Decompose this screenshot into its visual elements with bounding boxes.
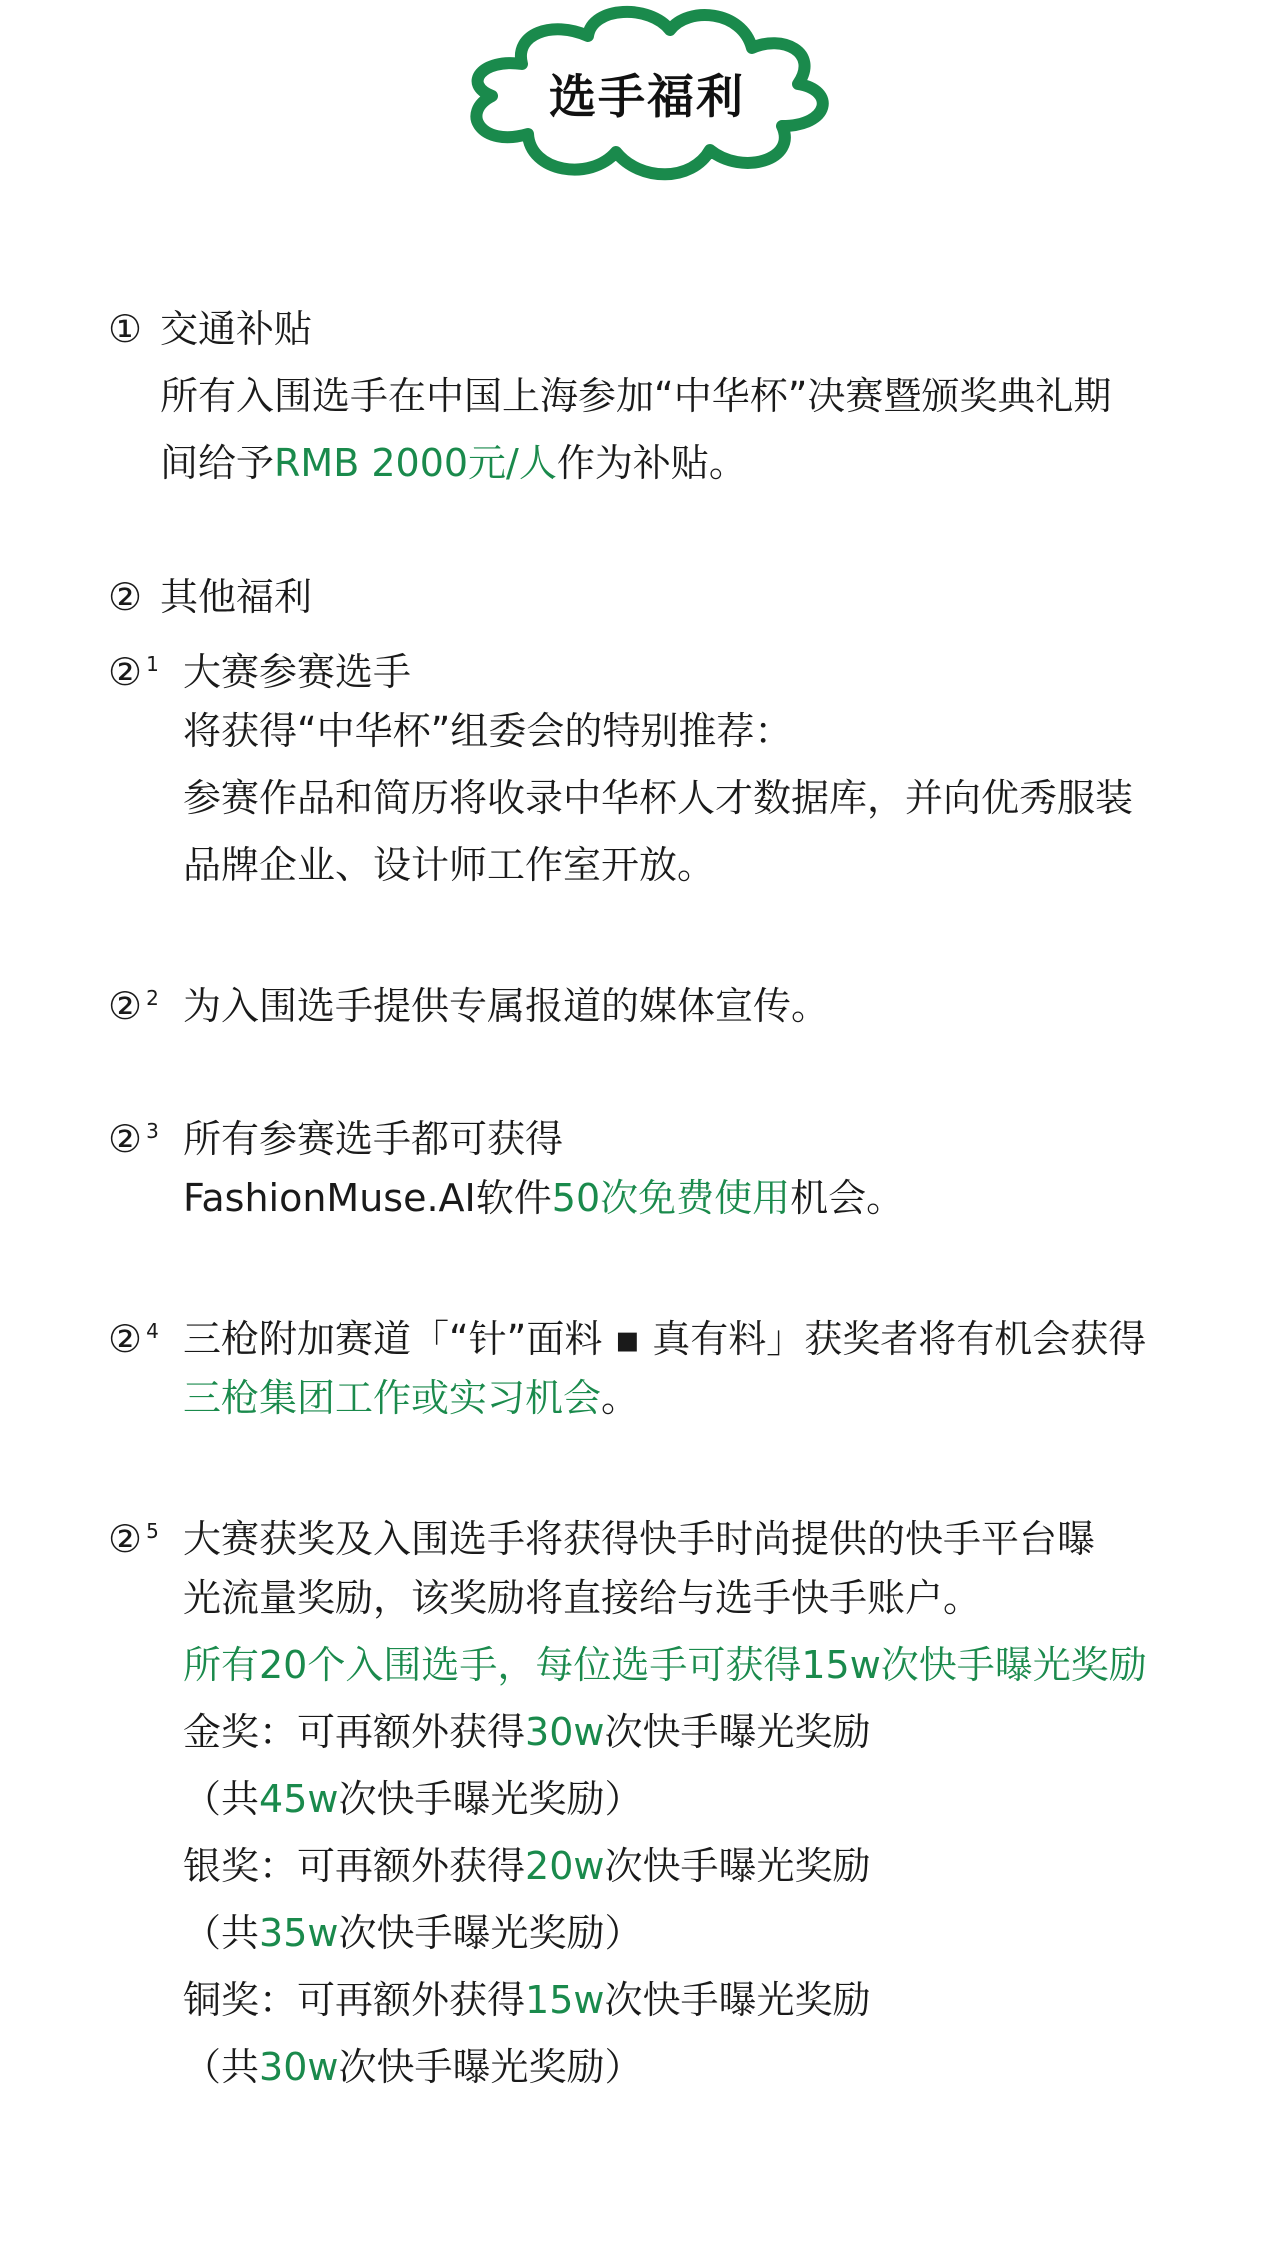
- item-text: [108, 1365, 1208, 1432]
- page-title: 选手福利: [549, 70, 745, 125]
- benefits-content: [108, 296, 1208, 2101]
- gold-total-line: [108, 1766, 1208, 1833]
- item-title: 大赛参赛选手: [183, 650, 412, 694]
- section-text: [108, 430, 1208, 497]
- section-heading-transport: [108, 296, 1208, 363]
- highlight-amount: 20w: [525, 1844, 605, 1888]
- item-number: ② $^4$: [108, 1317, 159, 1361]
- benefit-item-1: [108, 631, 1208, 698]
- text-segment: 间给予: [160, 441, 275, 485]
- benefit-item-4: [108, 1298, 1208, 1365]
- highlight-text: 50次免费使用: [551, 1176, 791, 1220]
- item-number: ② $^1$: [108, 650, 159, 694]
- title-badge: [452, 0, 842, 190]
- highlight-text: 三枪集团工作或实习机会: [183, 1376, 602, 1420]
- section-number: ①: [108, 307, 143, 351]
- highlight-amount: 30w: [525, 1710, 605, 1754]
- text-segment: 次快手曝光奖励）: [338, 2045, 643, 2089]
- text-segment: 金奖：可再额外获得: [183, 1710, 526, 1754]
- section-title: 交通补贴: [160, 307, 313, 351]
- text-segment: 次快手曝光奖励: [604, 1710, 871, 1754]
- section-text: 所有入围选手在中国上海参加“中华杯”决赛暨颁奖典礼期: [160, 374, 1112, 418]
- item-title: 为入围选手提供专属报道的媒体宣传。: [183, 984, 830, 1028]
- text-segment: （共: [183, 1777, 260, 1821]
- text-segment: 铜奖：可再额外获得: [183, 1978, 526, 2022]
- item-text: 参赛作品和简历将收录中华杯人才数据库，并向优秀服装: [183, 776, 1134, 820]
- section-number: ②: [108, 575, 143, 619]
- text-segment: 次快手曝光奖励: [604, 1844, 871, 1888]
- item-number: ② $^5$: [108, 1517, 159, 1561]
- gold-award-line: [108, 1699, 1208, 1766]
- item-text: 将获得“中华杯”组委会的特别推荐：: [183, 709, 793, 753]
- text-segment: 次快手曝光奖励: [604, 1978, 871, 2022]
- benefit-item-2: [108, 965, 1208, 1032]
- item-title: 大赛获奖及入围选手将获得快手时尚提供的快手平台曝: [183, 1517, 1096, 1561]
- item-text: 品牌企业、设计师工作室开放。: [183, 843, 716, 887]
- bronze-total-line: [108, 2034, 1208, 2101]
- silver-award-line: [108, 1833, 1208, 1900]
- text-segment: 次快手曝光奖励）: [338, 1777, 643, 1821]
- text-segment: 作为补贴。: [556, 441, 747, 485]
- benefit-item-3: [108, 1098, 1208, 1165]
- silver-total-line: [108, 1900, 1208, 1967]
- item-title: 三枪附加赛道「“针”面料 ▪ 真有料」获奖者将有机会获得: [183, 1317, 1147, 1361]
- bronze-award-line: [108, 1967, 1208, 2034]
- highlight-amount: 45w: [259, 1777, 339, 1821]
- section-heading-other: [108, 564, 1208, 631]
- text-segment: 。: [601, 1376, 640, 1420]
- highlight-amount: 35w: [259, 1911, 339, 1955]
- item-number: ② $^3$: [108, 1117, 159, 1161]
- item-text: [108, 1165, 1208, 1232]
- item-number: ② $^2$: [108, 984, 159, 1028]
- item-text: 光流量奖励，该奖励将直接给与选手快手账户。: [183, 1576, 982, 1620]
- text-segment: 银奖：可再额外获得: [183, 1844, 526, 1888]
- text-segment: （共: [183, 2045, 260, 2089]
- highlight-text: 所有20个入围选手，每位选手可获得15w次快手曝光奖励: [183, 1643, 1147, 1687]
- text-segment: 机会。: [790, 1176, 905, 1220]
- section-title: 其他福利: [160, 575, 313, 619]
- text-segment: （共: [183, 1911, 260, 1955]
- highlight-amount: RMB 2000元/人: [274, 441, 557, 485]
- highlight-amount: 30w: [259, 2045, 339, 2089]
- benefit-item-5: [108, 1498, 1208, 1565]
- item-title: 所有参赛选手都可获得: [183, 1117, 564, 1161]
- text-segment: 次快手曝光奖励）: [338, 1911, 643, 1955]
- text-segment: FashionMuse.AI软件: [183, 1176, 552, 1220]
- highlight-amount: 15w: [525, 1978, 605, 2022]
